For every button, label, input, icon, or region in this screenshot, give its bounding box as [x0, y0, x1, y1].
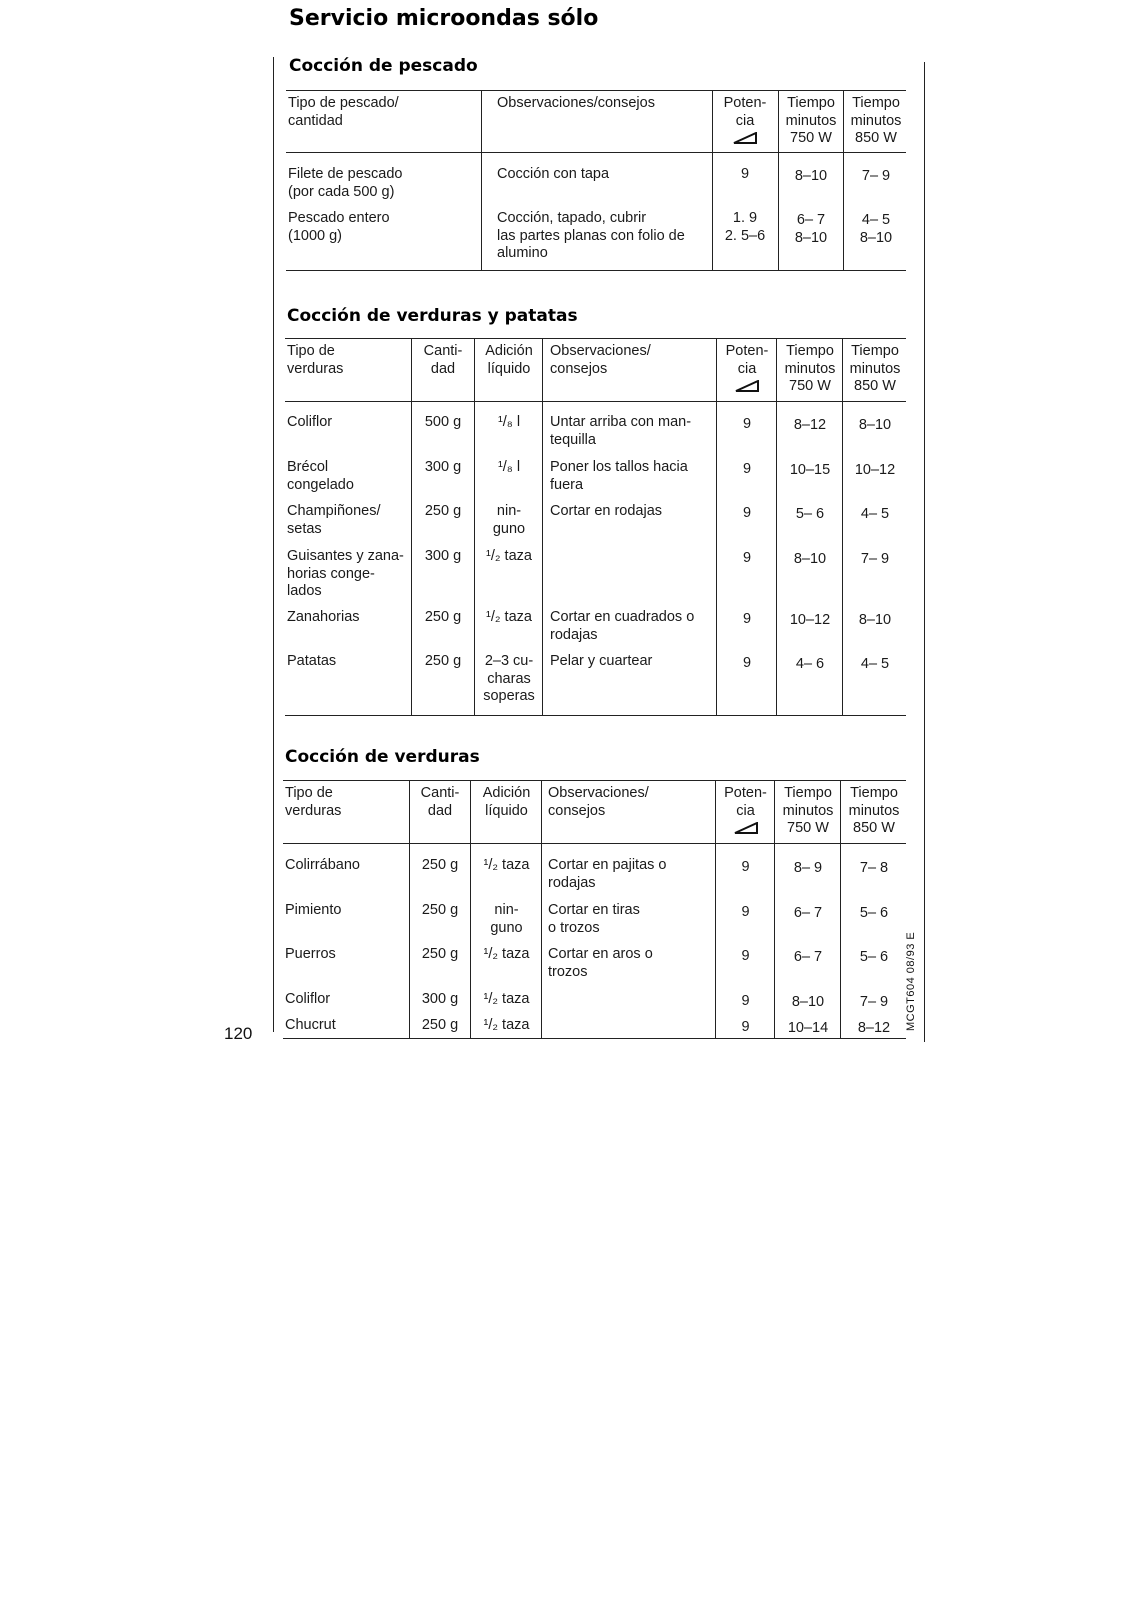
column-divider: [774, 780, 775, 1038]
table-cell: 7– 9: [861, 168, 891, 184]
table-cell: 9: [742, 416, 752, 432]
table-cell: 4– 5 8–10: [859, 212, 893, 246]
column-header: Tipo de pescado/ cantidad: [288, 95, 399, 129]
table-cell: 300 g: [421, 991, 459, 1007]
table-cell: 250 g: [421, 902, 459, 918]
table-cell: ¹/₂ taza: [483, 946, 530, 962]
column-header: Adición líquido: [482, 785, 531, 819]
column-header: Observaciones/ consejos: [550, 343, 651, 377]
table-cell: 9: [742, 505, 752, 521]
power-level-icon: [733, 132, 757, 144]
table-cell: Cocción con tapa: [497, 166, 610, 182]
table-cell: ¹/₂ taza: [483, 1017, 530, 1033]
column-header: Tiempo minutos 750 W: [782, 785, 834, 836]
column-header: Observaciones/consejos: [497, 95, 655, 111]
table-cell: 10–14: [787, 1020, 829, 1036]
table-cell: 9: [741, 904, 750, 920]
column-header: Canti- dad: [420, 785, 460, 819]
column-divider: [840, 780, 841, 1038]
header-rule: [285, 401, 906, 402]
right-margin-rule: [924, 62, 925, 1042]
table-cell: 4– 5: [860, 506, 890, 522]
table-cell: Coliflor: [285, 991, 331, 1007]
page-title: Servicio microondas sólo: [289, 6, 599, 31]
table-cell: ¹/₈ l: [497, 459, 521, 475]
table-cell: Cortar en pajitas o rodajas: [548, 857, 667, 891]
table-cell: 9: [742, 550, 752, 566]
table-cell: 250 g: [421, 857, 459, 873]
table-cell: 9: [742, 461, 752, 477]
table-cell: 5– 6: [859, 949, 889, 965]
table-cell: 8–10: [858, 612, 892, 628]
table-cell: nin- guno: [490, 902, 523, 936]
column-header: Tiempo minutos 750 W: [785, 95, 837, 146]
table-cell: 8–12: [793, 417, 827, 433]
column-header: Observaciones/ consejos: [548, 785, 649, 819]
table-cell: Untar arriba con man- tequilla: [550, 414, 692, 448]
section-title-fish: Cocción de pescado: [289, 56, 478, 76]
table-cell: 250 g: [424, 609, 462, 625]
power-level-icon: [735, 380, 759, 392]
table-cell: 7– 9: [859, 994, 889, 1010]
column-divider: [842, 338, 843, 715]
table-cell: 10–12: [854, 462, 896, 478]
table-cell: Pelar y cuartear: [550, 653, 653, 669]
column-header: Tiempo minutos 850 W: [850, 95, 902, 146]
column-divider: [716, 338, 717, 715]
column-header: Poten- cia: [725, 343, 769, 377]
table-top-rule: [283, 780, 906, 781]
column-header: Tiempo minutos 850 W: [849, 343, 901, 394]
table-bottom-rule: [285, 715, 906, 716]
column-divider: [776, 338, 777, 715]
table-cell: ¹/₂ taza: [483, 991, 530, 1007]
table-cell: Puerros: [285, 946, 336, 962]
header-rule: [283, 843, 906, 844]
table-cell: Guisantes y zana- horias conge- lados: [287, 548, 404, 599]
table-cell: Champiñones/ setas: [287, 503, 381, 537]
table-cell: 8–10: [858, 417, 892, 433]
table-cell: 7– 9: [860, 551, 890, 567]
table-cell: 9: [742, 611, 752, 627]
table-cell: 6– 7 8–10: [794, 212, 828, 246]
document-code: MCGT604 08/93 E: [905, 931, 917, 1031]
table-cell: 9: [741, 993, 750, 1009]
table-cell: 7– 8: [859, 860, 889, 876]
column-divider: [481, 90, 482, 270]
column-divider: [715, 780, 716, 1038]
table-cell: nin- guno: [492, 503, 526, 537]
table-cell: 1. 9 2. 5–6: [724, 210, 766, 244]
table-cell: Chucrut: [285, 1017, 336, 1033]
table-cell: 300 g: [424, 459, 462, 475]
column-header: Tiempo minutos 750 W: [784, 343, 836, 394]
table-bottom-rule: [286, 270, 906, 271]
table-cell: Patatas: [287, 653, 337, 669]
table-cell: Cortar en tiras o trozos: [548, 902, 640, 936]
table-cell: ¹/₂ taza: [483, 857, 530, 873]
column-header: Poten- cia: [724, 785, 767, 819]
table-cell: 4– 5: [860, 656, 890, 672]
table-cell: Poner los tallos hacia fuera: [550, 459, 688, 493]
table-cell: 8–12: [857, 1020, 891, 1036]
table-cell: 9: [741, 948, 750, 964]
table-cell: 8–10: [793, 551, 827, 567]
table-cell: Filete de pescado (por cada 500 g): [288, 166, 403, 200]
column-header: Adición líquido: [485, 343, 533, 377]
table-cell: 500 g: [424, 414, 462, 430]
table-cell: 2–3 cu- charas soperas: [483, 653, 535, 704]
table-cell: 4– 6: [795, 656, 825, 672]
table-cell: 9: [741, 859, 750, 875]
column-header: Poten- cia: [723, 95, 767, 129]
column-divider: [470, 780, 471, 1038]
table-cell: 6– 7: [793, 949, 823, 965]
header-rule: [286, 152, 906, 153]
table-top-rule: [285, 338, 906, 339]
table-cell: 6– 7: [793, 905, 823, 921]
table-cell: ¹/₈ l: [497, 414, 521, 430]
column-divider: [542, 338, 543, 715]
column-divider: [474, 338, 475, 715]
table-cell: Cortar en cuadrados o rodajas: [550, 609, 695, 643]
page-number: 120: [224, 1024, 253, 1043]
column-divider: [843, 90, 844, 270]
table-top-rule: [286, 90, 906, 91]
table-cell: 10–12: [789, 612, 831, 628]
column-header: Tiempo minutos 850 W: [848, 785, 900, 836]
column-divider: [712, 90, 713, 270]
table-cell: 250 g: [421, 946, 459, 962]
column-divider: [409, 780, 410, 1038]
table-cell: Cocción, tapado, cubrir las partes planas con folio de alumino: [497, 210, 685, 261]
table-bottom-rule: [283, 1038, 906, 1039]
table-cell: Cortar en rodajas: [550, 503, 663, 519]
table-cell: 8–10: [794, 168, 828, 184]
table-cell: 9: [741, 1019, 750, 1035]
table-cell: Pimiento: [285, 902, 342, 918]
table-cell: 250 g: [424, 653, 462, 669]
table-cell: 8–10: [791, 994, 825, 1010]
column-header: Canti- dad: [423, 343, 463, 377]
section-title-veg-potatoes: Cocción de verduras y patatas: [287, 306, 578, 326]
table-cell: 300 g: [424, 548, 462, 564]
table-cell: ¹/₂ taza: [486, 609, 532, 625]
table-cell: 5– 6: [795, 506, 825, 522]
column-header: Tipo de verduras: [287, 343, 344, 377]
table-cell: Pescado entero (1000 g): [288, 210, 390, 244]
table-cell: 10–15: [789, 462, 831, 478]
table-cell: 5– 6: [859, 905, 889, 921]
column-divider: [541, 780, 542, 1038]
table-cell: ¹/₂ taza: [486, 548, 532, 564]
table-cell: 8– 9: [793, 860, 823, 876]
table-cell: Zanahorias: [287, 609, 360, 625]
section-title-veg: Cocción de verduras: [285, 747, 480, 767]
table-cell: Colirrábano: [285, 857, 360, 873]
column-divider: [778, 90, 779, 270]
column-divider: [411, 338, 412, 715]
table-cell: 250 g: [424, 503, 462, 519]
table-cell: 250 g: [421, 1017, 459, 1033]
table-cell: Coliflor: [287, 414, 333, 430]
table-cell: 9: [740, 166, 750, 182]
table-cell: Cortar en aros o trozos: [548, 946, 653, 980]
table-cell: Brécol congelado: [287, 459, 354, 493]
column-header: Tipo de verduras: [285, 785, 342, 819]
table-cell: 9: [742, 655, 752, 671]
power-level-icon: [734, 822, 758, 834]
left-margin-rule: [273, 57, 274, 1032]
